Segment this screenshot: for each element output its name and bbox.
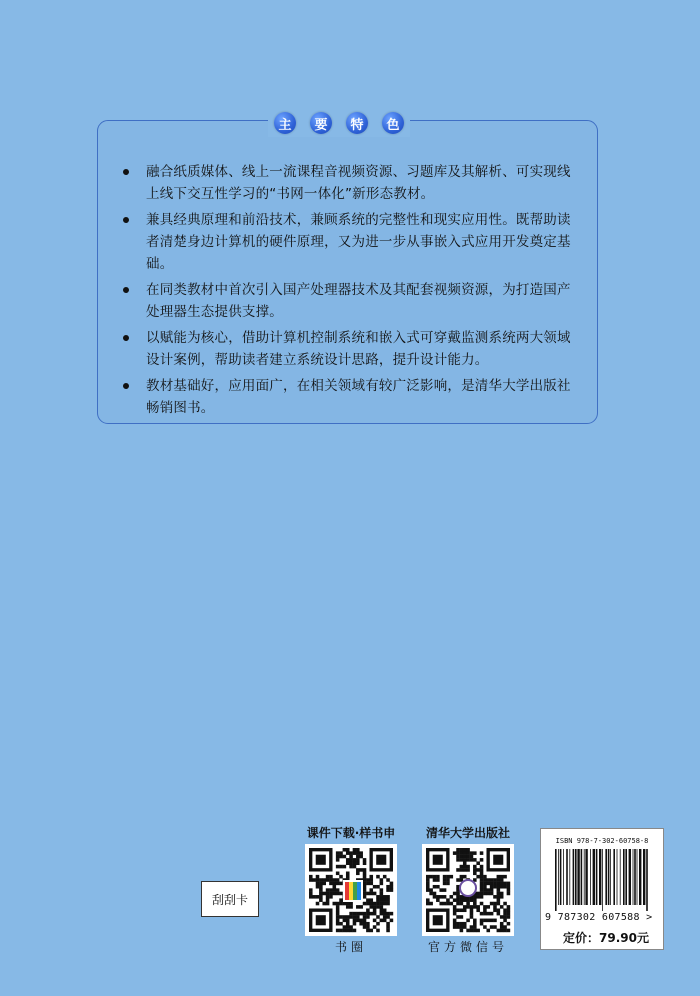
- qr-title: 课件下载·样书申: [306, 826, 396, 840]
- feature-text: 融合纸质媒体、线上一流课程音视频资源、习题库及其解析、可实现线上线下交互性学习的“书网一体化”新形态教材。: [146, 164, 571, 202]
- feature-text: 教材基础好，应用面广，在相关领域有较广泛影响，是清华大学出版社畅销图书。: [146, 378, 571, 416]
- bullet-icon: [123, 383, 129, 389]
- heading-char: 要: [310, 112, 332, 134]
- tsinghua-press-logo-icon: [459, 879, 477, 897]
- feature-item: [123, 209, 577, 275]
- heading-char: 特: [346, 112, 368, 134]
- barcode-icon: [555, 849, 651, 911]
- features-list: [123, 161, 577, 423]
- feature-item: [123, 375, 577, 419]
- qr-caption: 官方微信号: [427, 940, 508, 954]
- qr-block-shuquan: [301, 824, 401, 955]
- feature-text: 以赋能为核心，借助计算机控制系统和嵌入式可穿戴监测系统两大领域设计案例，帮助读者建立系统设计思路，提升设计能力。: [146, 330, 571, 368]
- isbn-box: [540, 828, 664, 950]
- qr-code[interactable]: [305, 844, 397, 936]
- barcode-digits: 9 787302 607588 >: [545, 912, 653, 923]
- features-heading: [268, 109, 410, 137]
- heading-char: 色: [382, 112, 404, 134]
- qr-caption: 书圈: [334, 940, 367, 954]
- feature-text: 在同类教材中首次引入国产处理器技术及其配套视频资源，为打造国产处理器生态提供支撑。: [146, 282, 571, 320]
- qr-code[interactable]: [422, 844, 514, 936]
- qr-title: 清华大学出版社: [425, 826, 510, 840]
- qr-block-tsinghua: [418, 824, 518, 955]
- price: 定价：79.90元: [563, 931, 649, 945]
- feature-item: [123, 279, 577, 323]
- feature-text: 兼具经典原理和前沿技术，兼顾系统的完整性和现实应用性。既帮助读者清楚身边计算机的硬件原理，又为进一步从事嵌入式应用开发奠定基础。: [146, 212, 571, 272]
- book-circle-logo-icon: [343, 880, 363, 902]
- heading-char: 主: [274, 112, 296, 134]
- bullet-icon: [123, 335, 129, 341]
- bullet-icon: [123, 169, 129, 175]
- feature-item: [123, 161, 577, 205]
- bullet-icon: [123, 287, 129, 293]
- isbn-text: ISBN 978-7-302-60758-8: [555, 837, 649, 845]
- bullet-icon: [123, 217, 129, 223]
- feature-item: [123, 327, 577, 371]
- scratch-card[interactable]: 刮刮卡: [201, 881, 259, 917]
